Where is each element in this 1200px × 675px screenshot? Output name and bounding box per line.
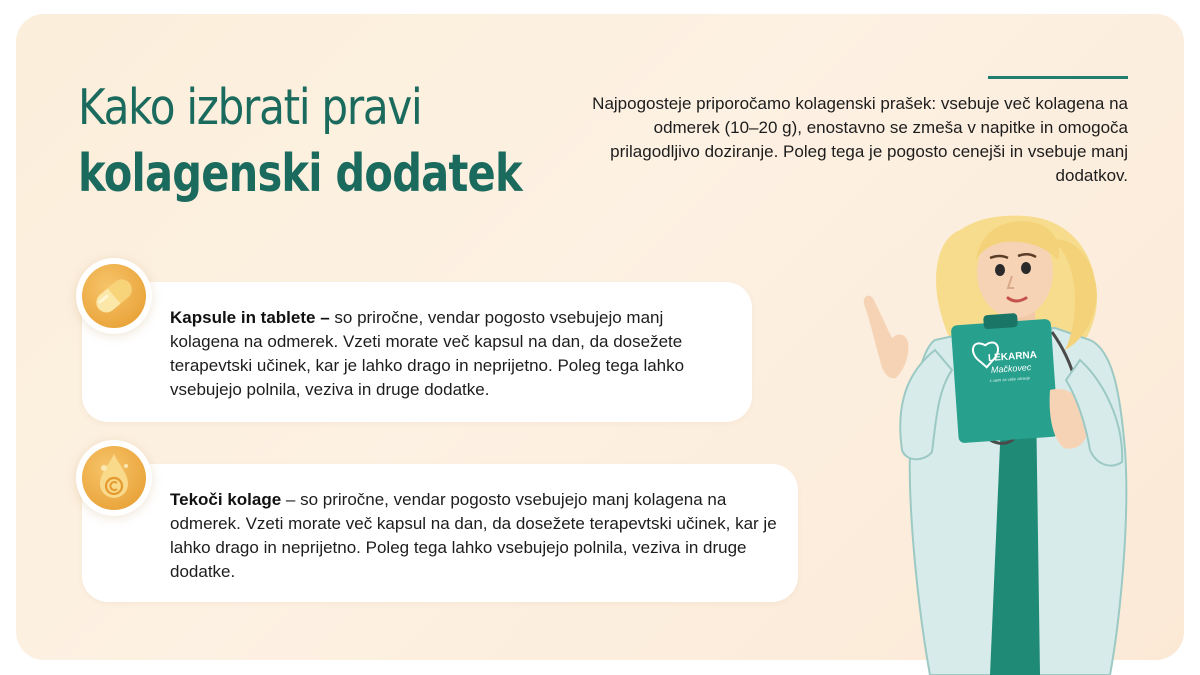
clipboard-name: Mačkovec — [990, 362, 1032, 375]
card-heading: Tekoči kolage — [170, 490, 282, 509]
doctor-illustration — [840, 200, 1140, 675]
liquid-badge — [76, 440, 152, 516]
card-heading: Kapsule in tablete – — [170, 308, 335, 327]
card-body: – so priročne, vendar pogosto vsebujejo manj kolagena na odmerek. Vzeti morate več kapsul na dan, da dosežete terapevtski učinek, kar je lahko drago in neprijetno. Poleg tega lahko vsebujejo polnila, veziva in druge dodatke. — [170, 490, 777, 581]
page-title-line2: kolagenski dodatek — [78, 144, 522, 204]
capsule-badge — [76, 258, 152, 334]
accent-divider — [988, 76, 1128, 79]
clipboard-brand: LEKARNA — [987, 349, 1038, 365]
card-body: so priročne, vendar pogosto vsebujejo manj kolagena na odmerek. Vzeti morate več kapsul na dan, da dosežete terapevtski učinek, kar je lahko drago in neprijetno. Poleg tega lahko vsebujejo polnila, veziva in druge dodatke. — [170, 308, 685, 399]
info-card-liquid — [82, 464, 798, 602]
intro-paragraph: Najpogosteje priporočamo kolagenski prašek: vsebuje več kolagena na odmerek (10–20 g), enostavno se zmeša v napitke in omogoča prilagodljivo doziranje. Poleg tega je pogosto cenejši in vsebuje manj dodatkov. — [592, 94, 1128, 185]
capsule-icon — [82, 264, 146, 328]
page-title-line1: Kako izbrati pravi — [78, 79, 422, 136]
info-card-capsules — [82, 282, 752, 422]
card-text — [170, 488, 780, 584]
card-text — [170, 306, 730, 402]
clipboard-tagline: z vami za vaše zdravje — [989, 375, 1031, 384]
liquid-drop-icon — [82, 446, 146, 510]
